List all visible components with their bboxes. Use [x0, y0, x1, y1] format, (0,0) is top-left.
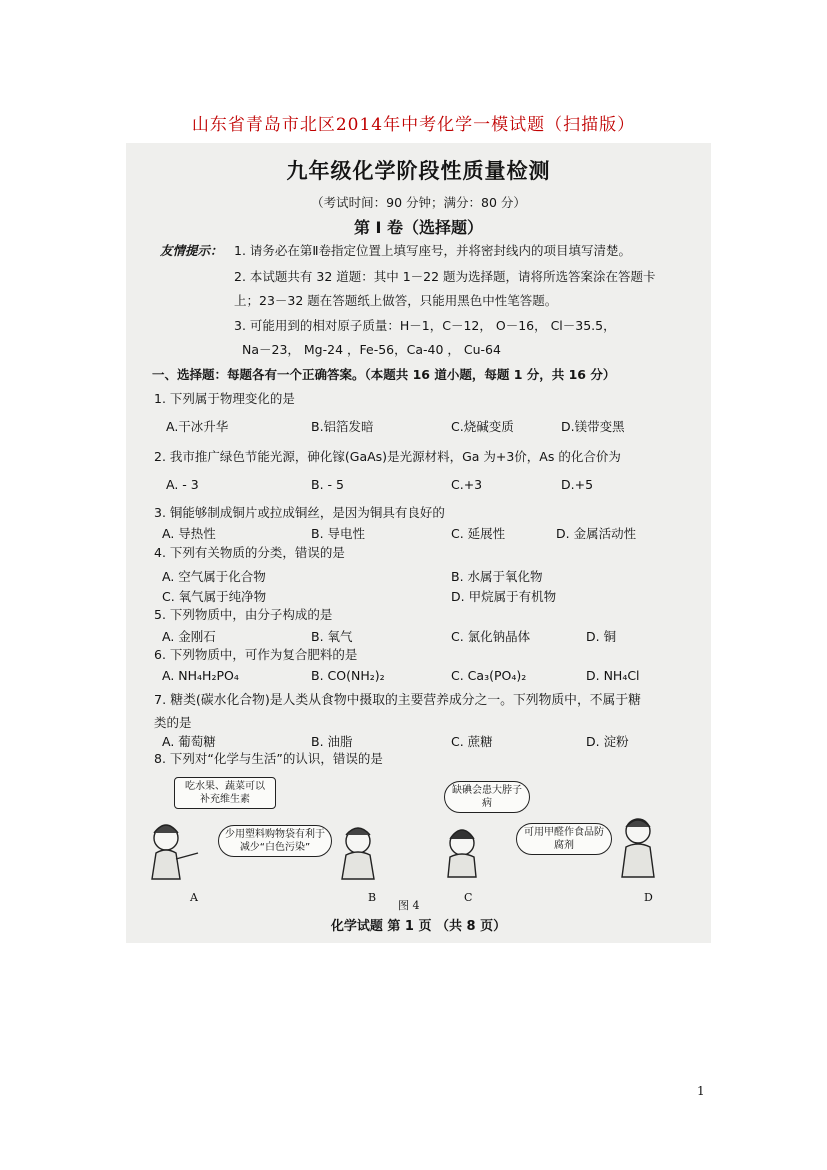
figure-label-c: C: [464, 891, 473, 904]
option: B. - 5: [311, 477, 344, 492]
figure-label-a: A: [190, 891, 198, 904]
option: D. 甲烷属于有机物: [451, 589, 557, 604]
speech-bubble-a: 吃水果、蔬菜可以补充维生素: [174, 777, 276, 809]
figure-label-d: D: [644, 891, 653, 904]
question-stem: 3. 铜能够制成铜片或拉成铜丝，是因为铜具有良好的: [154, 505, 445, 520]
option: A. 空气属于化合物: [162, 569, 266, 584]
question-stem: 7. 糖类(碳水化合物)是人类从食物中摄取的主要营养成分之一。下列物质中，不属于糖: [154, 693, 641, 708]
option: A. 导热性: [162, 526, 216, 541]
option: C. 蔗糖: [451, 734, 493, 749]
option: D. 铜: [586, 629, 617, 644]
option: D. 金属活动性: [556, 526, 637, 541]
option: B.铝箔发暗: [311, 419, 374, 434]
option: D. NH₄Cl: [586, 668, 640, 683]
option: C. 氯化钠晶体: [451, 629, 531, 644]
option: B. 油脂: [311, 734, 353, 749]
person-a-icon: [152, 825, 198, 879]
person-b-icon: [342, 828, 374, 879]
person-d-icon: [622, 819, 654, 877]
speech-bubble-c: 缺碘会患大脖子病: [444, 781, 530, 813]
question-stem: 8. 下列对“化学与生活”的认识，错误的是: [154, 751, 383, 766]
tip-line: Na－23， Mg-24 ，Fe-56，Ca-40 ， Cu-64: [242, 342, 501, 357]
option: B. CO(NH₂)₂: [311, 668, 385, 683]
tip-line: 2. 本试题共有 32 道题：其中 1－22 题为选择题，请将所选答案涂在答题卡: [234, 269, 656, 284]
page-number: 1: [697, 1084, 705, 1098]
figure-illustration: [126, 763, 711, 913]
speech-bubble-b: 少用塑料购物袋有利于减少“白色污染”: [218, 825, 332, 857]
question-stem: 6. 下列物质中，可作为复合肥料的是: [154, 647, 358, 662]
section-heading: 一、选择题：每题各有一个正确答案。（本题共 16 道小题，每题 1 分，共 16 分）: [152, 367, 616, 382]
option: D.+5: [561, 477, 594, 492]
tip-line: 上；23－32 题在答题纸上做答，只能用黑色中性笔答题。: [234, 293, 558, 308]
option: B. 氧气: [311, 629, 353, 644]
option: A.干冰升华: [166, 419, 229, 434]
document-title: 山东省青岛市北区2014年中考化学一模试题（扫描版）: [191, 115, 636, 135]
figure-4: [126, 763, 711, 913]
option: C. 氧气属于纯净物: [162, 589, 267, 604]
question-stem: 类的是: [154, 715, 192, 730]
option: D. 淀粉: [586, 734, 629, 749]
option: A. 金刚石: [162, 629, 216, 644]
figure-label-b: B: [368, 891, 377, 904]
speech-bubble-d: 可用甲醛作食品防腐剂: [516, 823, 612, 855]
question-stem: 2. 我市推广绿色节能光源，砷化镓(GaAs)是光源材料，Ga 为+3价，As 的化合价为: [154, 449, 621, 464]
option: A. 葡萄糖: [162, 734, 216, 749]
option: C. 延展性: [451, 526, 506, 541]
tip-line: 1. 请务必在第Ⅱ卷指定位置上填写座号，并将密封线内的项目填写清楚。: [234, 243, 632, 258]
question-stem: 1. 下列属于物理变化的是: [154, 391, 295, 406]
option: D.镁带变黑: [561, 419, 625, 434]
exam-title: 九年级化学阶段性质量检测: [286, 159, 551, 183]
scanned-exam-page: [126, 143, 711, 943]
question-stem: 4. 下列有关物质的分类，错误的是: [154, 545, 345, 560]
option: C.+3: [451, 477, 483, 492]
option: B. 导电性: [311, 526, 366, 541]
option: A. NH₄H₂PO₄: [162, 668, 239, 683]
option: C. Ca₃(PO₄)₂: [451, 668, 527, 683]
option: B. 水属于氧化物: [451, 569, 543, 584]
question-stem: 5. 下列物质中，由分子构成的是: [154, 607, 333, 622]
option: C.烧碱变质: [451, 419, 514, 434]
tips-label: 友情提示：: [160, 243, 223, 258]
tip-line: 3. 可能用到的相对原子质量：H－1，C－12， O－16， Cl－35.5，: [234, 318, 616, 333]
figure-caption: 图 4: [398, 899, 420, 912]
exam-footer: 化学试题 第 1 页 （共 8 页）: [330, 919, 507, 934]
exam-subtitle: （考试时间：90 分钟；满分：80 分）: [311, 195, 526, 210]
volume-title: 第 Ⅰ 卷（选择题）: [353, 218, 484, 237]
option: A. - 3: [166, 477, 199, 492]
person-c-icon: [448, 830, 476, 877]
